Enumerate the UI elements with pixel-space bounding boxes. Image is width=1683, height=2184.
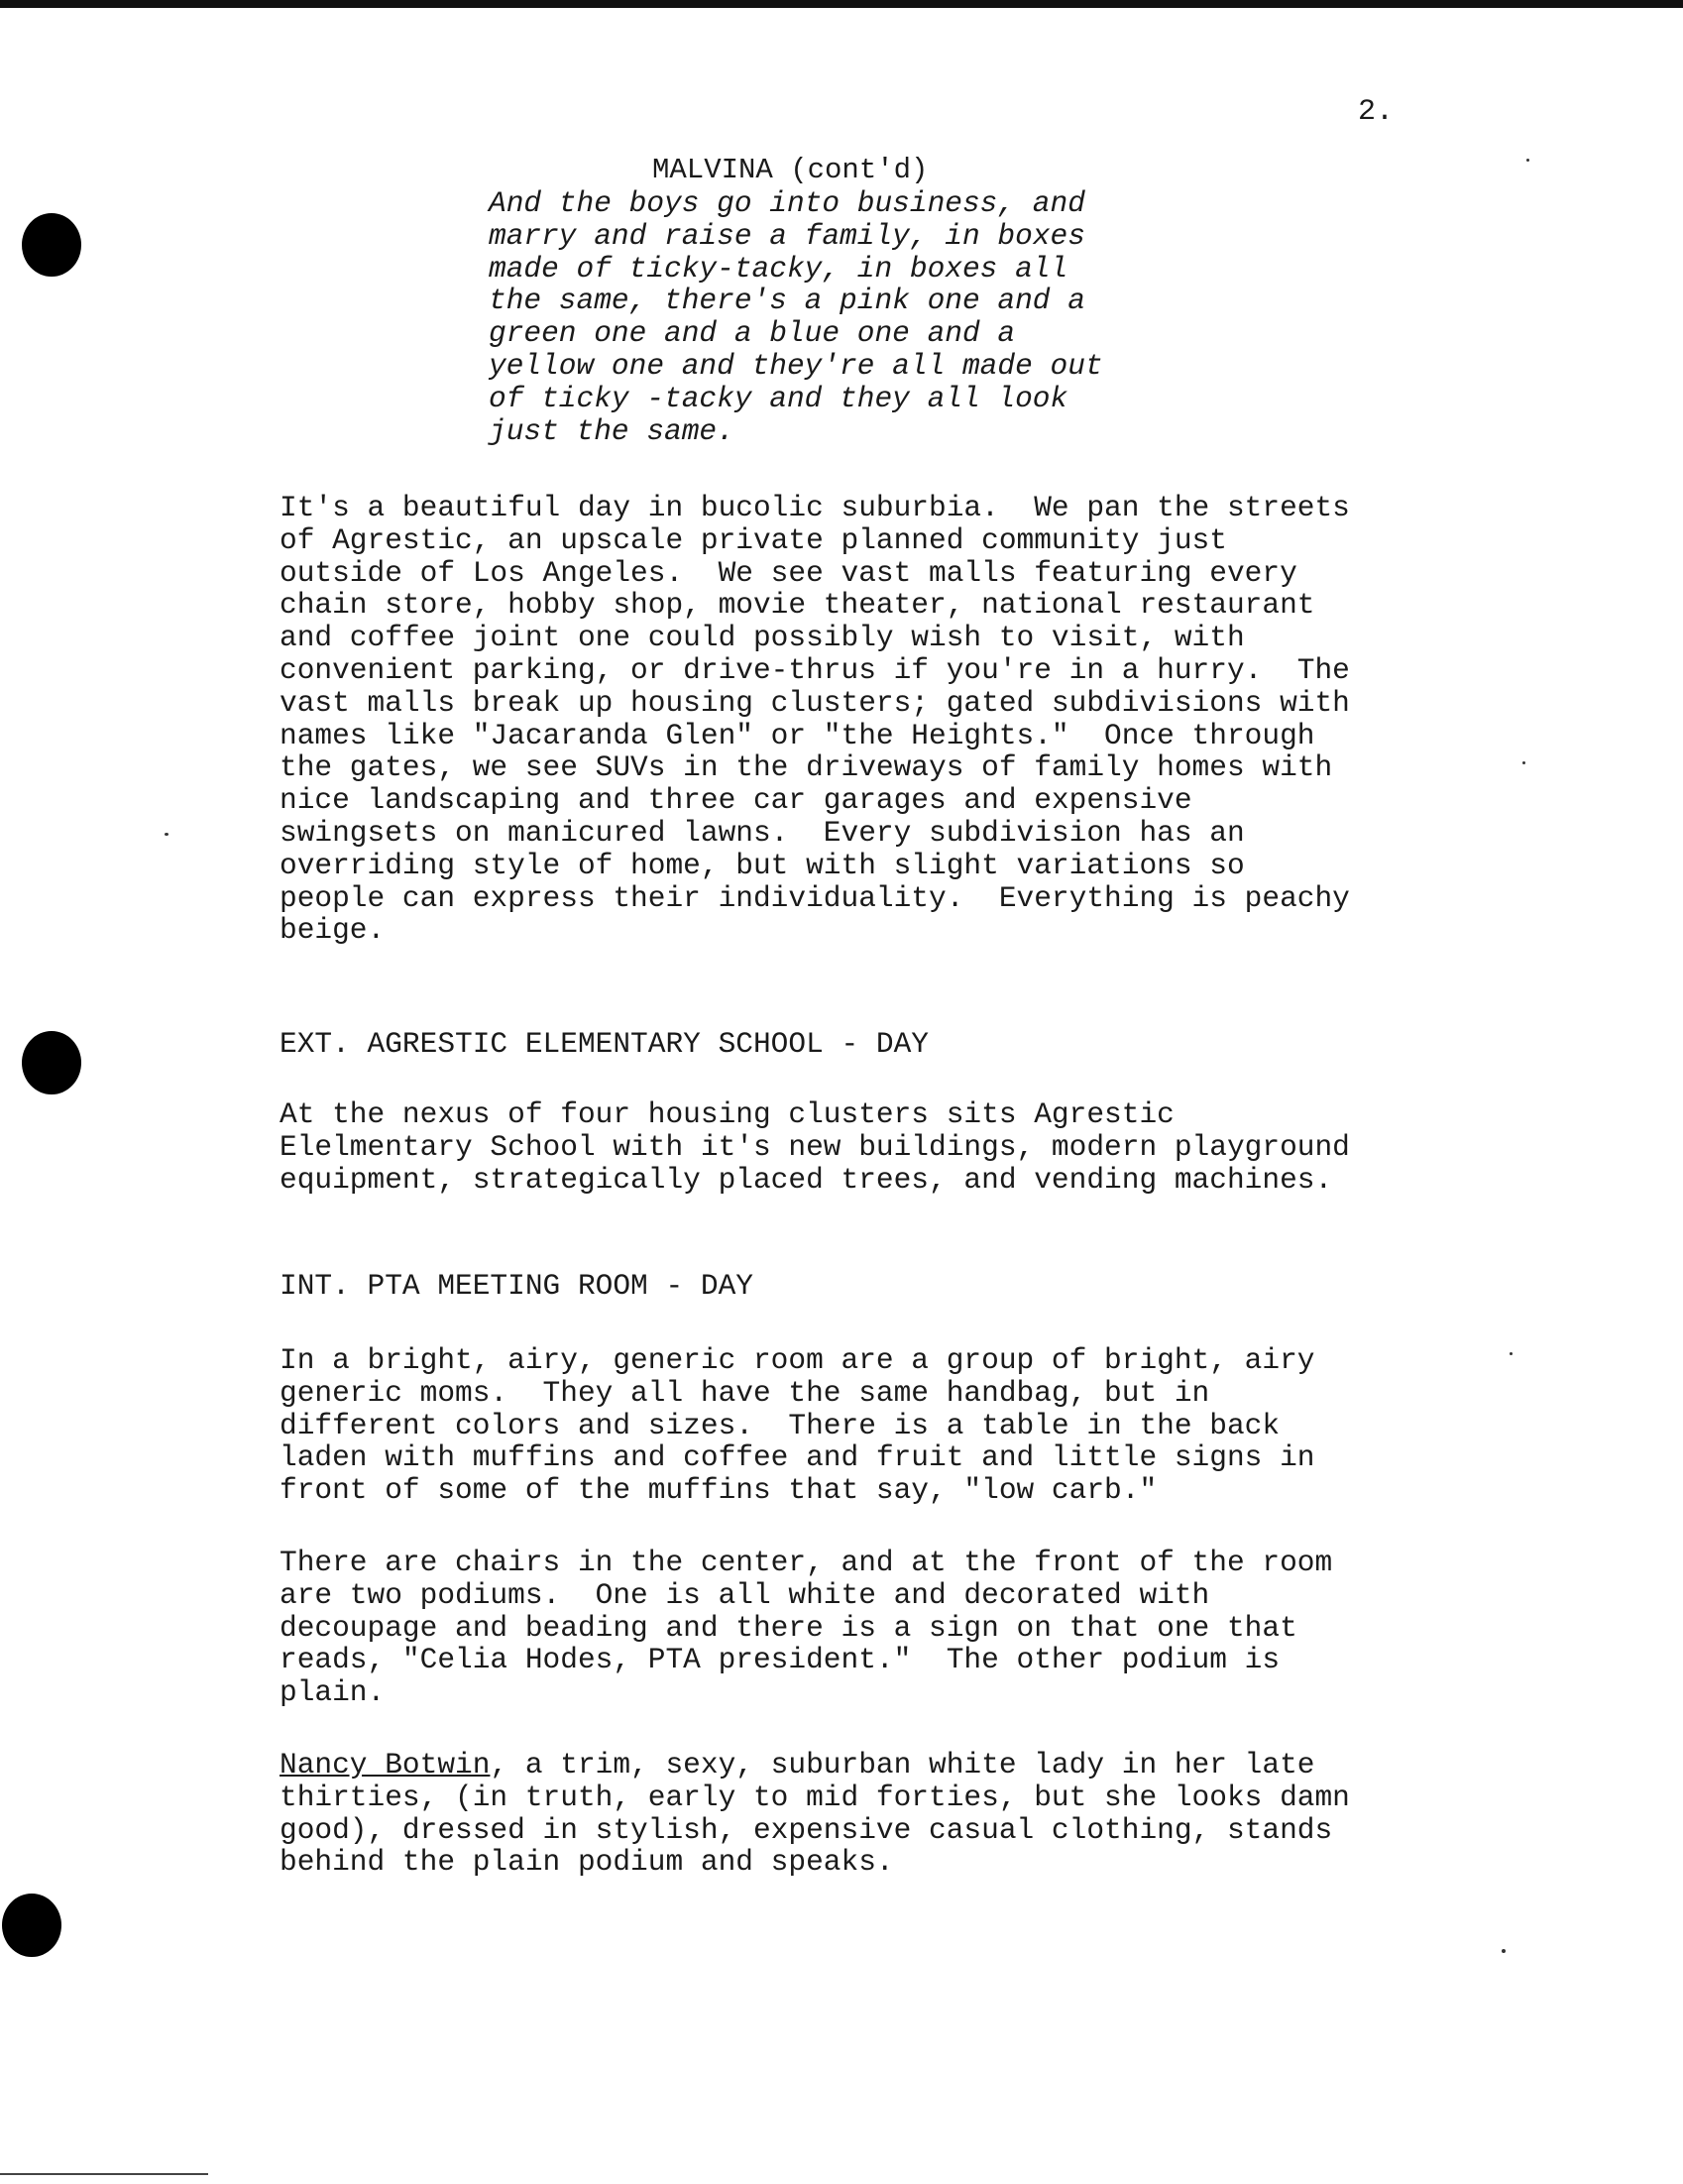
action-paragraph-nancy — [280, 1749, 1568, 1879]
action-line: are two podiums. One is all white and decorated with — [280, 1577, 1210, 1612]
action-line: vast malls break up housing clusters; gated subdivisions with — [280, 685, 1350, 720]
action-line: convenient parking, or drive-thrus if you're in a hurry. The — [280, 652, 1350, 687]
action-line: people can express their individuality. Everything is peachy — [280, 880, 1350, 915]
action-line: decoupage and beading and there is a sign on that one that — [280, 1610, 1297, 1645]
action-paragraph-school — [280, 1098, 1568, 1196]
action-line: It's a beautiful day in bucolic suburbia. We pan the streets — [280, 491, 1350, 524]
top-scan-edge — [0, 0, 1683, 8]
action-paragraph-suburbia — [280, 492, 1568, 947]
action-line: Elelmentary School with it's new buildings, modern playground — [280, 1129, 1350, 1164]
scene-heading-int-pta: INT. PTA MEETING ROOM - DAY — [280, 1269, 753, 1303]
dialogue-line: And the boys go into business, and — [489, 186, 1085, 220]
action-line: thirties, (in truth, early to mid forties, but she looks damn — [280, 1780, 1350, 1814]
action-line: generic moms. They all have the same handbag, but in — [280, 1375, 1210, 1410]
action-line: swingsets on manicured lawns. Every subdivision has an — [280, 815, 1245, 850]
action-line: names like "Jacaranda Glen" or "the Heights." Once through — [280, 718, 1315, 752]
action-line-text: , a trim, sexy, suburban white lady in her late — [490, 1748, 1315, 1782]
action-line: There are chairs in the center, and at the front of the room — [280, 1546, 1333, 1579]
punch-hole-middle — [22, 1031, 81, 1094]
action-line: chain store, hobby shop, movie theater, national restaurant — [280, 588, 1315, 623]
action-paragraph-moms — [280, 1344, 1568, 1507]
action-line: nice landscaping and three car garages and expensive — [280, 783, 1192, 818]
scan-speck — [165, 833, 168, 836]
dialogue-line: the same, there's a pink one and a — [489, 284, 1085, 318]
character-intro-name: Nancy Botwin — [280, 1748, 491, 1782]
action-line: and coffee joint one could possibly wish to visit, with — [280, 621, 1245, 655]
dialogue-line: green one and a blue one and a — [489, 316, 1016, 351]
action-line — [280, 1749, 1568, 1782]
action-line: of Agrestic, an upscale private planned community just — [280, 522, 1227, 557]
punch-hole-top — [22, 213, 81, 277]
dialogue-block — [489, 187, 1242, 447]
action-line: plain. — [280, 1675, 386, 1710]
action-line: At the nexus of four housing clusters sits Agrestic — [280, 1097, 1175, 1131]
action-line: the gates, we see SUVs in the driveways of family homes with — [280, 750, 1333, 785]
action-paragraph-podiums — [280, 1547, 1568, 1709]
scan-speck — [1526, 159, 1529, 162]
action-line: different colors and sizes. There is a table in the back — [280, 1408, 1281, 1442]
punch-hole-bottom — [2, 1894, 61, 1957]
action-line: beige. — [280, 913, 386, 948]
dialogue-line: made of ticky-tacky, in boxes all — [489, 251, 1068, 286]
action-line: laden with muffins and coffee and fruit and little signs in — [280, 1440, 1315, 1475]
action-line: front of some of the muffins that say, "low carb." — [280, 1473, 1158, 1508]
dialogue-line: marry and raise a family, in boxes — [489, 218, 1085, 253]
scan-speck — [1502, 1949, 1506, 1953]
action-line: overriding style of home, but with slight variations so — [280, 848, 1245, 882]
scene-heading-ext-school: EXT. AGRESTIC ELEMENTARY SCHOOL - DAY — [280, 1027, 930, 1061]
action-line: equipment, strategically placed trees, and vending machines. — [280, 1162, 1333, 1197]
action-line: outside of Los Angeles. We see vast malls featuring every — [280, 555, 1297, 590]
action-line: In a bright, airy, generic room are a group of bright, airy — [280, 1343, 1315, 1377]
dialogue-line: of ticky -tacky and they all look — [489, 381, 1068, 415]
action-line: reads, "Celia Hodes, PTA president." The other podium is — [280, 1643, 1281, 1677]
page-number: 2. — [1358, 95, 1395, 129]
character-cue: MALVINA (cont'd) — [652, 154, 929, 186]
action-line: behind the plain podium and speaks. — [280, 1845, 894, 1880]
dialogue-line: just the same. — [489, 413, 734, 448]
action-line: good), dressed in stylish, expensive casual clothing, stands — [280, 1812, 1333, 1847]
dialogue-line: yellow one and they're all made out — [489, 348, 1103, 383]
bottom-scan-edge — [0, 2173, 208, 2175]
